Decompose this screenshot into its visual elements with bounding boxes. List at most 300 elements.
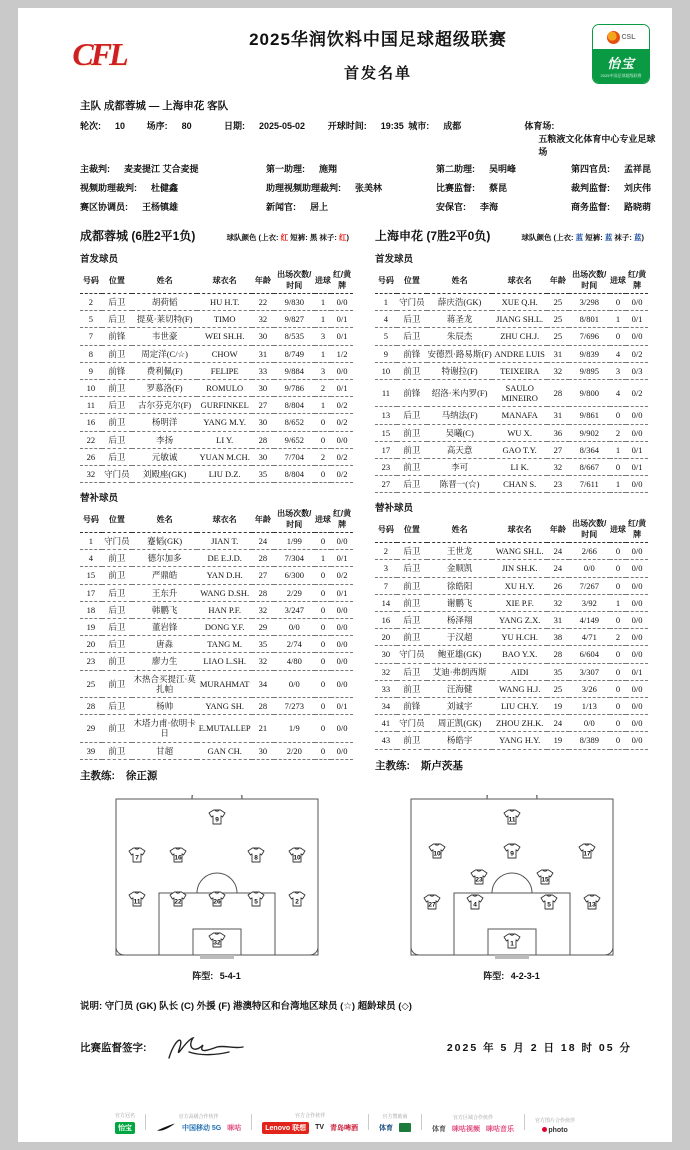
cell: 0/0 bbox=[626, 407, 648, 424]
cell: 8/801 bbox=[569, 311, 610, 328]
match-teams-line: 主队 成都蓉城 — 上海申花 客队 bbox=[80, 100, 229, 112]
cell: 杨明洋 bbox=[132, 414, 198, 431]
cell: 杨泽翔 bbox=[427, 612, 493, 629]
cell: 0/0 bbox=[626, 560, 648, 577]
column-header: 号码 bbox=[80, 267, 102, 294]
home-formation-value: 5-4-1 bbox=[219, 970, 241, 981]
svg-text:9: 9 bbox=[509, 850, 514, 858]
column-header: 进球 bbox=[610, 267, 626, 294]
cell: 20 bbox=[375, 629, 397, 646]
cell: 0/2 bbox=[331, 465, 353, 482]
cell: 前卫 bbox=[397, 577, 427, 594]
column-header: 姓名 bbox=[427, 516, 493, 543]
cell: 前卫 bbox=[397, 594, 427, 611]
sponsor-logo: 中国移动 5G bbox=[181, 1125, 222, 1133]
svg-text:27: 27 bbox=[427, 901, 436, 909]
column-header: 年龄 bbox=[547, 267, 569, 294]
cell: 7/273 bbox=[274, 697, 315, 714]
cell: 7/304 bbox=[274, 550, 315, 567]
sponsor-category-label: 官方冠名 bbox=[114, 1112, 135, 1119]
cell: MANAFA bbox=[492, 407, 547, 424]
cell: 32 bbox=[252, 653, 274, 670]
cell: 0/2 bbox=[626, 379, 648, 406]
cell: XUE Q.H. bbox=[492, 294, 547, 311]
cell: 前卫 bbox=[397, 458, 427, 475]
svg-text:2: 2 bbox=[294, 898, 299, 906]
cell: 后卫 bbox=[102, 397, 132, 414]
svg-text:9: 9 bbox=[214, 816, 219, 824]
cell: 0/0 bbox=[274, 670, 315, 697]
cell: 前卫 bbox=[102, 345, 132, 362]
cell: HAN P.F. bbox=[197, 601, 252, 618]
cfl-logo bbox=[34, 36, 164, 73]
home-subs-title: 替补球员 bbox=[80, 493, 119, 505]
sponsor-strip bbox=[34, 1112, 656, 1134]
cell: 0/0 bbox=[331, 670, 353, 697]
column-header: 红/黄牌 bbox=[626, 267, 648, 294]
player-shirt-icon bbox=[537, 870, 553, 884]
cell: 0/0 bbox=[331, 653, 353, 670]
sponsor-divider bbox=[524, 1114, 525, 1130]
cell: 0 bbox=[315, 414, 331, 431]
cell: 4 bbox=[375, 311, 397, 328]
cell: 33 bbox=[252, 362, 274, 379]
cell: 2 bbox=[375, 543, 397, 560]
cell: 16 bbox=[80, 414, 102, 431]
player-shirt-icon bbox=[579, 844, 595, 858]
cell: 3/247 bbox=[274, 601, 315, 618]
cell: XIE P.F. bbox=[492, 594, 547, 611]
cfl-logo-text: CFL bbox=[72, 35, 126, 72]
cell: 后卫 bbox=[397, 328, 427, 345]
cell: 3/26 bbox=[569, 680, 610, 697]
cell: 前锋 bbox=[102, 362, 132, 379]
cell: JIN SH.K. bbox=[492, 560, 547, 577]
cell: 0/2 bbox=[331, 448, 353, 465]
cell: 18 bbox=[80, 601, 102, 618]
cell: 0 bbox=[610, 407, 626, 424]
cell: 1 bbox=[315, 294, 331, 311]
player-shirt-icon bbox=[209, 810, 225, 824]
table-row bbox=[375, 612, 648, 629]
cell: 0/1 bbox=[331, 697, 353, 714]
cell: 0 bbox=[610, 612, 626, 629]
cell: 2 bbox=[315, 448, 331, 465]
table-row bbox=[80, 697, 353, 714]
official-pair: 比赛监督: 蔡昆 bbox=[436, 183, 508, 193]
player-shirt-icon bbox=[424, 895, 440, 909]
cell: WANG D.SH. bbox=[197, 584, 252, 601]
player-shirt-icon bbox=[584, 895, 600, 909]
sponsor-logo: 咪咕 bbox=[227, 1125, 242, 1133]
svg-text:32: 32 bbox=[212, 939, 221, 947]
cell: LIU CH.Y. bbox=[492, 697, 547, 714]
cell: 后卫 bbox=[102, 431, 132, 448]
cell: 1/13 bbox=[569, 697, 610, 714]
cell: 28 bbox=[252, 431, 274, 448]
cell: 前锋 bbox=[397, 697, 427, 714]
cell: 31 bbox=[547, 407, 569, 424]
cell: 前卫 bbox=[102, 414, 132, 431]
player-shirt-icon bbox=[248, 848, 264, 862]
cell: 1 bbox=[610, 476, 626, 493]
table-header-row bbox=[80, 267, 353, 294]
cell: 周定洋(C/☆) bbox=[132, 345, 198, 362]
sponsor-divider bbox=[145, 1114, 146, 1130]
table-row bbox=[80, 311, 353, 328]
cell: 26 bbox=[80, 448, 102, 465]
cell: 2 bbox=[315, 379, 331, 396]
away-coach-line bbox=[375, 758, 648, 773]
away-team-section bbox=[375, 227, 648, 982]
cell: 1 bbox=[610, 441, 626, 458]
cell: 守门员 bbox=[102, 465, 132, 482]
table-row bbox=[375, 345, 648, 362]
cell: 0 bbox=[315, 697, 331, 714]
cell: YAN D.H. bbox=[197, 567, 252, 584]
cell: 2/20 bbox=[274, 742, 315, 759]
player-shirt-icon bbox=[289, 848, 305, 862]
away-starters-title: 首发球员 bbox=[375, 254, 414, 265]
cell: 吴曦(C) bbox=[427, 424, 493, 441]
sponsor-category-label: 官方图片合作伙伴 bbox=[535, 1117, 576, 1124]
cell: 0/0 bbox=[626, 732, 648, 749]
cell: 韦世豪 bbox=[132, 328, 198, 345]
cell: 3/92 bbox=[569, 594, 610, 611]
cell: 28 bbox=[252, 584, 274, 601]
column-header: 姓名 bbox=[132, 267, 198, 294]
cell: 25 bbox=[547, 294, 569, 311]
column-header: 红/黄牌 bbox=[626, 516, 648, 543]
cell: 后卫 bbox=[397, 612, 427, 629]
cell: LI K. bbox=[492, 458, 547, 475]
cell: 9 bbox=[80, 362, 102, 379]
svg-text:22: 22 bbox=[173, 898, 182, 906]
csl-flower-icon bbox=[607, 31, 620, 44]
table-row bbox=[375, 732, 648, 749]
cell: 刘殿座(GK) bbox=[132, 465, 198, 482]
cell: 0 bbox=[315, 567, 331, 584]
cell: 0/1 bbox=[331, 328, 353, 345]
sponsor-logo: 咪咕音乐 bbox=[486, 1125, 515, 1133]
official-pair: 第二助理: 吴明峰 bbox=[436, 164, 517, 174]
cell: 3/298 bbox=[569, 294, 610, 311]
column-header: 姓名 bbox=[427, 267, 493, 294]
official-pair: 视频助理裁判: 杜健鑫 bbox=[80, 183, 179, 193]
cell: YANG M.Y. bbox=[197, 414, 252, 431]
match-info-pair: 轮次: 10 bbox=[80, 121, 126, 131]
cell: 周正凯(GK) bbox=[427, 715, 493, 732]
cell: BAO Y.X. bbox=[492, 646, 547, 663]
table-header-row bbox=[375, 267, 648, 294]
away-team-header bbox=[375, 227, 648, 244]
cell: 1 bbox=[315, 345, 331, 362]
cell: 1 bbox=[610, 594, 626, 611]
cell: 守门员 bbox=[397, 294, 427, 311]
cell: 3 bbox=[610, 362, 626, 379]
cell: 0/0 bbox=[331, 294, 353, 311]
cell: TEIXEIRA bbox=[492, 362, 547, 379]
cell: 0/1 bbox=[626, 441, 648, 458]
table-row bbox=[80, 584, 353, 601]
cell: 25 bbox=[547, 680, 569, 697]
page-subtitle: 首发名单 bbox=[343, 65, 412, 82]
sponsor-logo: 青岛啤酒 bbox=[330, 1124, 359, 1132]
kit-color-value: 黑 bbox=[309, 233, 318, 242]
cell: 9/827 bbox=[274, 311, 315, 328]
legend-note: 说明: 守门员 (GK) 队长 (C) 外援 (F) 港澳特区和台湾地区球员 (☆) 超龄球员 (◇) bbox=[80, 1000, 412, 1012]
cell: 前卫 bbox=[102, 742, 132, 759]
table-row bbox=[80, 362, 353, 379]
cell: 2/74 bbox=[274, 636, 315, 653]
cell: 古尔芬克尔(F) bbox=[132, 397, 198, 414]
column-header: 出场次数/时间 bbox=[274, 506, 315, 533]
officials-grid bbox=[80, 162, 656, 213]
cell: 9/786 bbox=[274, 379, 315, 396]
cell: ZHU CH.J. bbox=[492, 328, 547, 345]
cell: 前卫 bbox=[397, 424, 427, 441]
cell: 严鼎皓 bbox=[132, 567, 198, 584]
cell: 4 bbox=[80, 550, 102, 567]
cell: XU H.Y. bbox=[492, 577, 547, 594]
cell: 0 bbox=[315, 619, 331, 636]
cell: 19 bbox=[547, 697, 569, 714]
cell: 木热合买提江·莫扎帕 bbox=[132, 670, 198, 697]
player-shirt-icon bbox=[429, 844, 445, 858]
cell: 8/652 bbox=[274, 414, 315, 431]
cell: 0/0 bbox=[626, 328, 648, 345]
cell: 7/704 bbox=[274, 448, 315, 465]
cell: 0/0 bbox=[626, 612, 648, 629]
cell: 1 bbox=[610, 311, 626, 328]
match-info-row bbox=[80, 119, 656, 158]
away-team-name: 上海申花 (7胜2平0负) bbox=[375, 229, 491, 243]
away-formation-value: 4-2-3-1 bbox=[510, 970, 540, 981]
cell: 41 bbox=[375, 715, 397, 732]
sponsor-logo: 体育 bbox=[379, 1125, 394, 1133]
cell: 0/0 bbox=[626, 715, 648, 732]
cell: 36 bbox=[547, 424, 569, 441]
cell: 廖力生 bbox=[132, 653, 198, 670]
cell: 0/1 bbox=[331, 584, 353, 601]
cell: 0/0 bbox=[331, 742, 353, 759]
column-header: 出场次数/时间 bbox=[569, 267, 610, 294]
away-team-kit-colors: 球队颜色 (上衣: 蓝 短裤: 蓝 袜子: 蓝) bbox=[521, 233, 644, 242]
cell: 守门员 bbox=[397, 646, 427, 663]
cell: 0/0 bbox=[626, 476, 648, 493]
teams-columns bbox=[80, 227, 648, 982]
cell: 绍洛·米内罗(F) bbox=[427, 379, 493, 406]
svg-text:5: 5 bbox=[253, 898, 258, 906]
cell: 29 bbox=[252, 619, 274, 636]
cell: 30 bbox=[375, 646, 397, 663]
svg-text:26: 26 bbox=[212, 898, 221, 906]
cell: WU X. bbox=[492, 424, 547, 441]
cell: 0/0 bbox=[331, 636, 353, 653]
yibao-brand: 怡宝 2025中国足球超级联赛 bbox=[593, 49, 649, 83]
table-row bbox=[375, 441, 648, 458]
official-pair: 裁判监督: 刘庆伟 bbox=[571, 183, 652, 193]
official-pair: 新闻官: 居上 bbox=[266, 202, 329, 212]
cell: 韩鹏飞 bbox=[132, 601, 198, 618]
cell: 0/0 bbox=[626, 680, 648, 697]
cell: MURAHMAT bbox=[197, 670, 252, 697]
svg-text:17: 17 bbox=[582, 850, 591, 858]
coach-label: 主教练: bbox=[375, 759, 410, 772]
table-row bbox=[80, 328, 353, 345]
cell: 徐皓阳 bbox=[427, 577, 493, 594]
home-starters-title: 首发球员 bbox=[80, 254, 119, 265]
column-header: 位置 bbox=[102, 267, 132, 294]
cell: E.MUTALLEP bbox=[197, 715, 252, 742]
table-row bbox=[375, 328, 648, 345]
cell: 1/2 bbox=[331, 345, 353, 362]
cell: 2 bbox=[610, 424, 626, 441]
player-shirt-icon bbox=[129, 848, 145, 862]
cell: 19 bbox=[547, 732, 569, 749]
yibao-sponsor-badge bbox=[592, 24, 650, 84]
column-header: 年龄 bbox=[547, 516, 569, 543]
cell: 7/611 bbox=[569, 476, 610, 493]
page-title: 2025华润饮料中国足球超级联赛 bbox=[249, 30, 507, 49]
table-row bbox=[375, 543, 648, 560]
column-header: 位置 bbox=[102, 506, 132, 533]
cell: 30 bbox=[252, 448, 274, 465]
table-row bbox=[375, 362, 648, 379]
svg-text:10: 10 bbox=[292, 854, 301, 862]
cell: DONG Y.F. bbox=[197, 619, 252, 636]
cell: 31 bbox=[252, 345, 274, 362]
player-table bbox=[80, 267, 353, 483]
cell: 后卫 bbox=[102, 636, 132, 653]
cell: 前锋 bbox=[102, 328, 132, 345]
table-row bbox=[80, 715, 353, 742]
column-header: 红/黄牌 bbox=[331, 267, 353, 294]
cell: 4 bbox=[610, 379, 626, 406]
cell: 8 bbox=[80, 345, 102, 362]
cell: 守门员 bbox=[397, 715, 427, 732]
cell: 16 bbox=[375, 612, 397, 629]
home-pitch bbox=[112, 795, 322, 960]
table-row bbox=[80, 533, 353, 550]
cell: 0/3 bbox=[626, 362, 648, 379]
cell: 7 bbox=[80, 328, 102, 345]
player-shirt-icon bbox=[129, 892, 145, 906]
sponsor-group bbox=[115, 1112, 135, 1134]
cell: 后卫 bbox=[102, 697, 132, 714]
cell: 20 bbox=[80, 636, 102, 653]
cell: 23 bbox=[547, 476, 569, 493]
cell: 0/1 bbox=[626, 663, 648, 680]
cell: 0 bbox=[315, 670, 331, 697]
cell: 28 bbox=[80, 697, 102, 714]
cell: 11 bbox=[80, 397, 102, 414]
cell: YUAN M.CH. bbox=[197, 448, 252, 465]
cell: 32 bbox=[252, 601, 274, 618]
player-shirt-icon bbox=[504, 844, 520, 858]
cell: 9/895 bbox=[569, 362, 610, 379]
cell: 2/29 bbox=[274, 584, 315, 601]
cell: 4/80 bbox=[274, 653, 315, 670]
cell: 陈晋一(☆) bbox=[427, 476, 493, 493]
cell: 39 bbox=[80, 742, 102, 759]
cell: 前卫 bbox=[102, 550, 132, 567]
away-coach-name: 斯卢茨基 bbox=[420, 759, 463, 772]
column-header: 号码 bbox=[375, 516, 397, 543]
cell: CHAN S. bbox=[492, 476, 547, 493]
cell: 13 bbox=[375, 407, 397, 424]
sponsor-logos bbox=[115, 1122, 135, 1134]
cell: TANG M. bbox=[197, 636, 252, 653]
cell: CHOW bbox=[197, 345, 252, 362]
cell: 0/1 bbox=[331, 379, 353, 396]
cell: 前卫 bbox=[397, 441, 427, 458]
cell: LIU D.Z. bbox=[197, 465, 252, 482]
cell: 0 bbox=[610, 680, 626, 697]
cell: 8/389 bbox=[569, 732, 610, 749]
cell: 0 bbox=[315, 742, 331, 759]
sponsor-group bbox=[262, 1112, 358, 1134]
player-shirt-icon bbox=[504, 810, 520, 824]
cell: 22 bbox=[252, 294, 274, 311]
player-shirt-icon bbox=[170, 848, 186, 862]
cell: 罗慕洛(F) bbox=[132, 379, 198, 396]
table-row bbox=[375, 577, 648, 594]
cell: AIDI bbox=[492, 663, 547, 680]
cell: 前卫 bbox=[102, 567, 132, 584]
cell: 0/0 bbox=[331, 715, 353, 742]
formation-label: 阵型: bbox=[192, 970, 214, 981]
home-team-section bbox=[80, 227, 353, 982]
cell: 0/0 bbox=[274, 619, 315, 636]
cell: 11 bbox=[375, 379, 397, 406]
table-row bbox=[80, 742, 353, 759]
cell: 31 bbox=[547, 612, 569, 629]
sponsor-category-label: 官方区域合作伙伴 bbox=[453, 1114, 494, 1121]
match-info-pair: 日期: 2025-05-02 bbox=[224, 121, 306, 131]
table-row bbox=[80, 653, 353, 670]
table-header-row bbox=[80, 506, 353, 533]
svg-text:13: 13 bbox=[587, 901, 596, 909]
cell: 董岩锋 bbox=[132, 619, 198, 636]
away-subs-title: 替补球员 bbox=[375, 503, 414, 515]
cell: JIAN T. bbox=[197, 533, 252, 550]
cell: 24 bbox=[547, 560, 569, 577]
kit-color-value: 蓝 bbox=[634, 233, 642, 242]
cell: 26 bbox=[547, 577, 569, 594]
cell: 后卫 bbox=[102, 584, 132, 601]
table-row bbox=[375, 311, 648, 328]
cell: 4 bbox=[610, 345, 626, 362]
cell: 后卫 bbox=[102, 311, 132, 328]
sponsor-logo: TV bbox=[315, 1124, 325, 1132]
table-header-row bbox=[375, 516, 648, 543]
cell: FELIPE bbox=[197, 362, 252, 379]
cell: 后卫 bbox=[102, 601, 132, 618]
formation-label: 阵型: bbox=[483, 970, 505, 981]
cell: 5 bbox=[80, 311, 102, 328]
cell: GURFINKEL bbox=[197, 397, 252, 414]
cell: 李可 bbox=[427, 458, 493, 475]
official-pair: 主裁判: 麦麦提江 艾合麦提 bbox=[80, 164, 199, 174]
cell: 德尔加多 bbox=[132, 550, 198, 567]
cell: 5 bbox=[375, 328, 397, 345]
table-row bbox=[375, 629, 648, 646]
cell: 0 bbox=[610, 715, 626, 732]
sponsor-logo: Lenovo 联想 bbox=[262, 1122, 309, 1134]
nike-swoosh-icon bbox=[156, 1123, 176, 1134]
cell: 0/0 bbox=[331, 533, 353, 550]
